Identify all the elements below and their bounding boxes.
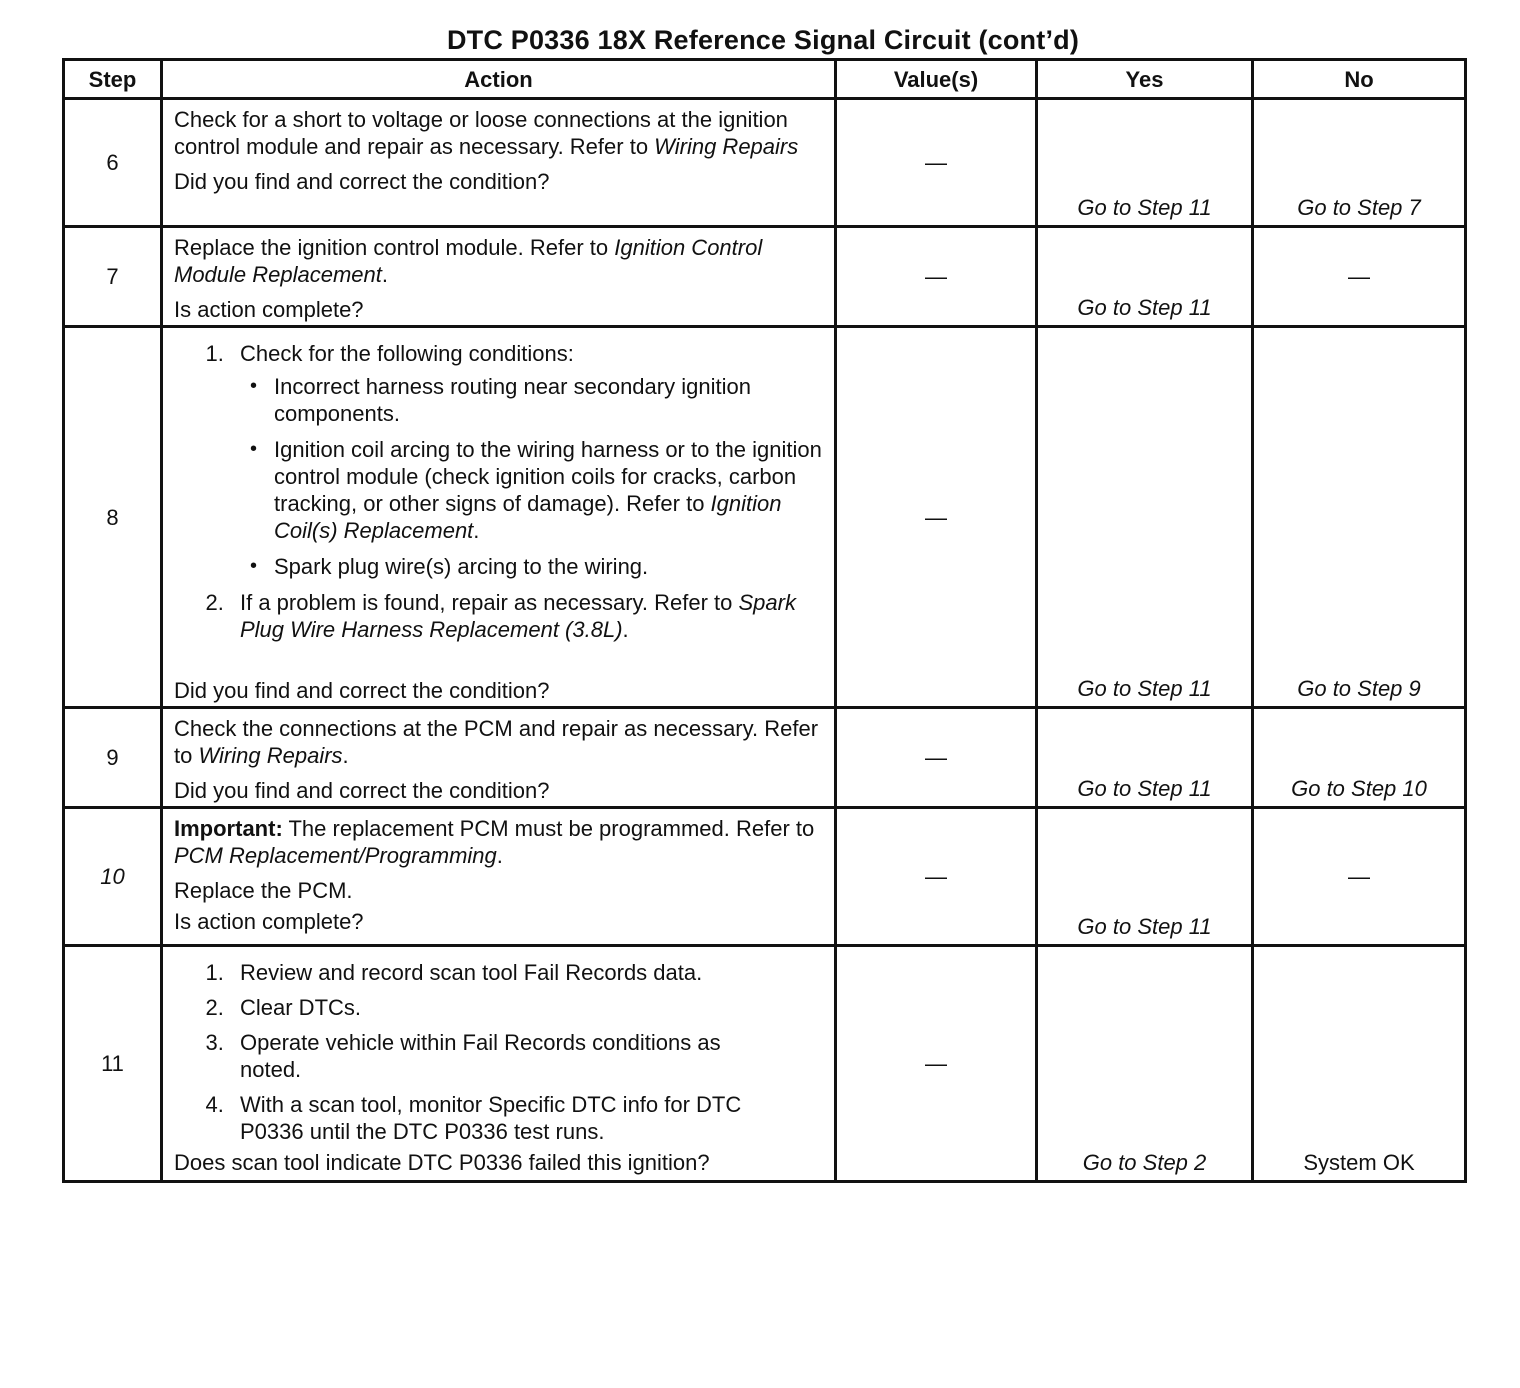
reference-link: Ignition Coil(s) Replacement xyxy=(274,491,782,543)
header-yes: Yes xyxy=(1037,60,1253,99)
list-item-text: If a problem is found, repair as necessary. Refer to xyxy=(240,590,739,615)
yes-result: Go to Step 11 xyxy=(1037,99,1253,227)
list-item-text: Ignition coil arcing to the wiring harness or to the ignition control module (check ignition coils for cracks, carbon tracking, or other signs of damage). Refer to xyxy=(274,437,822,516)
action-text xyxy=(174,715,824,769)
reference-link: Spark Plug Wire Harness Replacement (3.8L) xyxy=(240,590,796,642)
list-item: • Spark plug wire(s) arcing to the wiring. xyxy=(274,553,824,580)
list-item: 1. Review and record scan tool Fail Records data. xyxy=(230,959,824,986)
step-number: 9 xyxy=(64,708,162,808)
list-item: • Incorrect harness routing near secondary ignition components. xyxy=(274,373,824,427)
table-row xyxy=(64,808,1466,946)
action-cell xyxy=(162,808,836,946)
header-values: Value(s) xyxy=(836,60,1037,99)
instruction-text: Check for a short to voltage or loose connections at the ignition control module and repair as necessary. Refer to xyxy=(174,107,788,159)
step-number: 11 xyxy=(64,946,162,1182)
page-title: DTC P0336 18X Reference Signal Circuit (cont’d) xyxy=(446,25,1080,55)
list-item xyxy=(230,340,824,580)
question-text: Did you find and correct the condition? xyxy=(174,169,550,194)
value-cell: — xyxy=(836,327,1037,708)
no-result: Go to Step 9 xyxy=(1253,327,1466,708)
value-cell: — xyxy=(836,708,1037,808)
list-item-text: Check for the following conditions: xyxy=(240,341,574,366)
important-note xyxy=(174,815,824,869)
action-cell xyxy=(162,99,836,227)
list-item: 2. Clear DTCs. xyxy=(230,994,824,1021)
punctuation: . xyxy=(473,518,480,543)
action-cell xyxy=(162,327,836,708)
step-number: 6 xyxy=(64,99,162,227)
action-cell xyxy=(162,227,836,327)
yes-result: Go to Step 11 xyxy=(1037,327,1253,708)
list-item xyxy=(230,589,824,643)
reference-link: Wiring Repairs xyxy=(654,134,799,159)
question-text: Does scan tool indicate DTC P0336 failed this ignition? xyxy=(174,1150,710,1175)
punctuation: . xyxy=(496,843,503,868)
diagnostic-table xyxy=(62,58,1467,1183)
table-row xyxy=(64,227,1466,327)
yes-result: Go to Step 11 xyxy=(1037,227,1253,327)
value-cell: — xyxy=(836,227,1037,327)
spacer xyxy=(174,651,824,677)
action-cell xyxy=(162,708,836,808)
header-action: Action xyxy=(162,60,836,99)
procedure-list xyxy=(174,959,824,1145)
important-text: The replacement PCM must be programmed. Refer to xyxy=(282,816,815,841)
header-step: Step xyxy=(64,60,162,99)
list-item xyxy=(274,436,824,544)
instruction-text: Replace the PCM. xyxy=(174,878,353,903)
question-text: Did you find and correct the condition? xyxy=(174,678,550,703)
no-result: System OK xyxy=(1253,946,1466,1182)
instruction-text: Check the connections at the PCM and repair as necessary. Refer to xyxy=(174,716,819,768)
yes-result: Go to Step 11 xyxy=(1037,708,1253,808)
action-text xyxy=(174,234,824,288)
step-number: 10 xyxy=(64,808,162,946)
table-row xyxy=(64,708,1466,808)
punctuation: . xyxy=(622,617,629,642)
reference-link: Ignition Control Module Replacement xyxy=(174,235,763,287)
no-result: Go to Step 10 xyxy=(1253,708,1466,808)
reference-link: Wiring Repairs xyxy=(198,743,343,768)
table-row xyxy=(64,99,1466,227)
important-label: Important: xyxy=(174,816,283,841)
action-text xyxy=(174,106,824,160)
value-cell: — xyxy=(836,99,1037,227)
header-row xyxy=(64,60,1466,99)
list-item: 4. With a scan tool, monitor Specific DTC info for DTC P0336 until the DTC P0336 test runs. xyxy=(230,1091,824,1145)
no-result: — xyxy=(1253,808,1466,946)
step-number: 8 xyxy=(64,327,162,708)
procedure-list xyxy=(174,340,824,643)
header-no: No xyxy=(1253,60,1466,99)
yes-result: Go to Step 2 xyxy=(1037,946,1253,1182)
step-number: 7 xyxy=(64,227,162,327)
list-item: 3. Operate vehicle within Fail Records conditions as noted. xyxy=(230,1029,824,1083)
table-row xyxy=(64,327,1466,708)
action-cell xyxy=(162,946,836,1182)
instruction-text: Replace the ignition control module. Refer to xyxy=(174,235,615,260)
no-result: — xyxy=(1253,227,1466,327)
yes-result: Go to Step 11 xyxy=(1037,808,1253,946)
punctuation: . xyxy=(381,262,389,287)
value-cell: — xyxy=(836,808,1037,946)
punctuation: . xyxy=(342,743,349,768)
question-text: Is action complete? xyxy=(174,909,364,934)
conditions-list xyxy=(240,373,824,580)
question-text: Is action complete? xyxy=(174,297,364,322)
table-row xyxy=(64,946,1466,1182)
value-cell: — xyxy=(836,946,1037,1182)
no-result: Go to Step 7 xyxy=(1253,99,1466,227)
question-text: Did you find and correct the condition? xyxy=(174,778,550,803)
reference-link: PCM Replacement/Programming xyxy=(174,843,497,868)
